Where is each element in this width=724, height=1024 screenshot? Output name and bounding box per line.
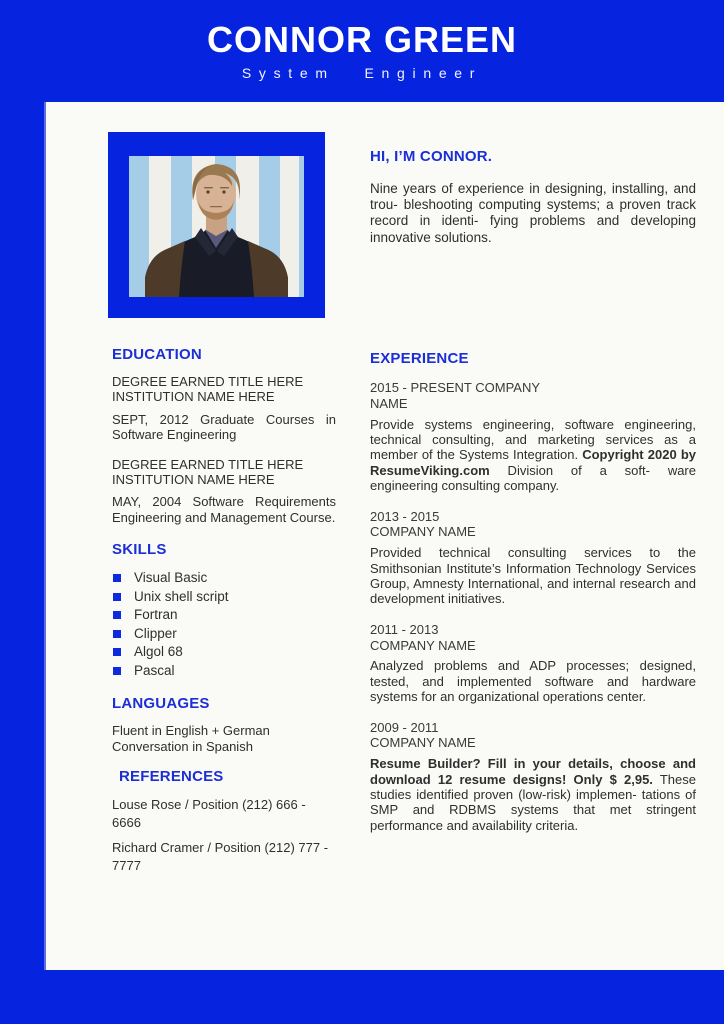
experience-period: 2011 - 2013: [370, 621, 439, 637]
skill-item: [112, 569, 336, 588]
references-section: [112, 768, 336, 875]
skills-list: [112, 569, 336, 680]
bullet-square-icon: [113, 630, 121, 638]
portrait-photo: [129, 156, 304, 297]
education-detail: MAY, 2004 Software Requirements Engineering and Management Course.: [112, 494, 336, 525]
experience-text: Analyzed problems and ADP processes; designed, tested, and implemented software and hardware systems for an organizational operations center.: [370, 658, 696, 705]
header-band: [0, 0, 724, 102]
skill-item: [112, 662, 336, 681]
experience-text: These studies identified proven (low-risk) implemen- tations of SMP and RDBMS systems that met stringent performance and availability criteria.: [370, 771, 696, 833]
skills-heading: SKILLS: [112, 541, 167, 559]
experience-company: COMPANY NAME: [370, 637, 476, 653]
experience-company: COMPANY NAME: [370, 380, 540, 411]
skill-label: Unix shell script: [134, 588, 229, 604]
experience-section: [370, 350, 696, 833]
experience-text: Provided technical consulting services to the Smithsonian Institute’s Information Technology Services Group, Amnesty International, and internal research and development initiatives.: [370, 545, 696, 607]
experience-company: COMPANY NAME: [370, 735, 476, 751]
language-line: Conversation in Spanish: [112, 738, 253, 754]
skill-label: Visual Basic: [134, 570, 208, 586]
content-area: [44, 102, 724, 970]
intro-section: [370, 148, 696, 246]
reference-item: Louse Rose / Position (212) 666 - 6666: [112, 797, 306, 831]
experience-paragraph: [370, 545, 696, 607]
skill-label: Pascal: [134, 662, 175, 678]
skill-label: Clipper: [134, 625, 177, 641]
experience-heading: EXPERIENCE: [370, 350, 469, 367]
experience-period: 2015 - PRESENT: [370, 380, 472, 395]
reference-item: Richard Cramer / Position (212) 777 - 7777: [112, 840, 329, 874]
education-item: [112, 374, 336, 443]
experience-text-bold: Copyright 2020 by ResumeViking.com: [370, 447, 696, 478]
experience-entry: [370, 380, 696, 494]
skill-item: [112, 625, 336, 644]
photo-frame: [108, 132, 325, 318]
experience-period: 2009 - 2011: [370, 719, 439, 735]
experience-entry: [370, 720, 696, 834]
skills-section: [112, 541, 336, 680]
experience-company: COMPANY NAME: [370, 524, 476, 540]
education-detail: SEPT, 2012 Graduate Courses in Software Engineering: [112, 411, 336, 443]
skill-item: [112, 643, 336, 662]
education-degree: DEGREE EARNED TITLE HERE INSTITUTION NAME HERE: [112, 456, 304, 488]
skill-label: Fortran: [134, 607, 178, 623]
bullet-square-icon: [113, 611, 121, 619]
experience-paragraph: [370, 417, 696, 494]
experience-text: Provide systems engineering, software engineering, technical consulting, and marketing services as a member of the Systems Integration.: [370, 416, 696, 463]
language-line: Fluent in English + German: [112, 723, 270, 739]
bullet-square-icon: [113, 667, 121, 675]
skill-label: Algol 68: [134, 644, 183, 660]
languages-section: [112, 695, 336, 754]
experience-period: 2013 - 2015: [370, 508, 440, 524]
education-degree: DEGREE EARNED TITLE HERE INSTITUTION NAME HERE: [112, 374, 304, 405]
bullet-square-icon: [113, 574, 121, 582]
intro-paragraph: Nine years of experience in designing, installing, and trou- bleshooting computing systems; a proven track record in identi- fying problems and developing innovative solutions.: [370, 181, 696, 245]
experience-entry: [370, 509, 696, 607]
experience-title: [370, 380, 555, 412]
education-section: [112, 346, 336, 525]
left-column: [112, 346, 336, 882]
references-heading: REFERENCES: [119, 768, 224, 786]
skill-item: [112, 588, 336, 607]
skill-item: [112, 606, 336, 625]
experience-paragraph: [370, 658, 696, 704]
experience-entry: [370, 622, 696, 705]
intro-heading: HI, I’M CONNOR.: [370, 148, 493, 165]
candidate-title: System Engineer: [241, 65, 483, 81]
bullet-square-icon: [113, 648, 121, 656]
experience-paragraph: [370, 756, 696, 833]
languages-heading: LANGUAGES: [112, 695, 210, 713]
bullet-square-icon: [113, 593, 121, 601]
right-column: [370, 350, 696, 848]
experience-text: Division of a soft- ware engineering consulting company.: [370, 462, 696, 494]
education-heading: EDUCATION: [112, 346, 202, 363]
experience-text-bold: Resume Builder? Fill in your details, choose and download 12 resume designs! Only $ 2,95.: [370, 756, 696, 787]
candidate-name: CONNOR GREEN: [206, 19, 518, 60]
education-item: [112, 457, 336, 526]
